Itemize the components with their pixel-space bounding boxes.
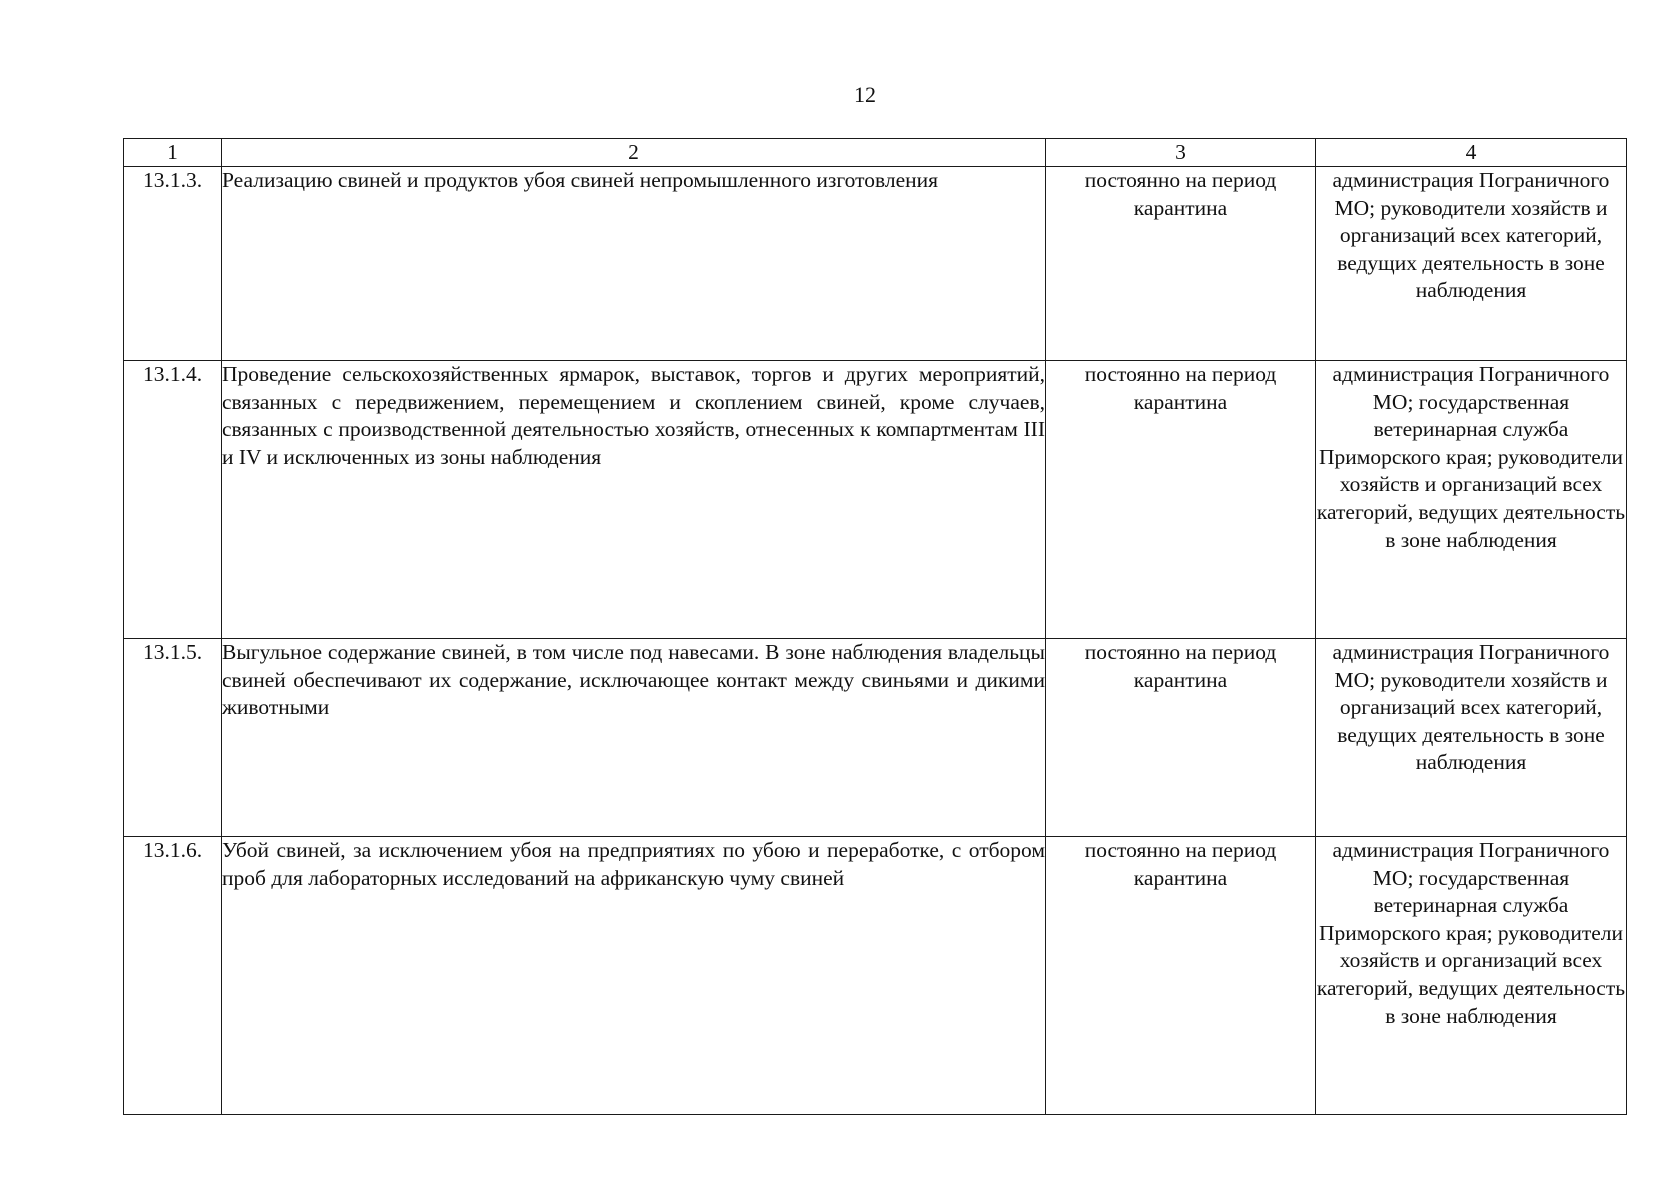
column-number-1: 1 <box>124 139 222 167</box>
table-row <box>124 361 1627 639</box>
measures-table <box>123 138 1627 1115</box>
measure-text: Проведение сельскохозяйственных ярмарок, выставок, торгов и других мероприятий, связанных с передвижением, перемещением и скоплением свиней, кроме случаев, связанных с производственной деятельностью хозяйств, отнесенных к компартментам III и IV и исключенных из зоны наблюдения <box>222 361 1046 639</box>
period-text: постоянно на период карантина <box>1046 167 1316 361</box>
item-number: 13.1.5. <box>124 639 222 837</box>
table-header-row <box>124 139 1627 167</box>
item-number: 13.1.6. <box>124 837 222 1115</box>
table-row <box>124 639 1627 837</box>
period-text: постоянно на период карантина <box>1046 361 1316 639</box>
responsible-text: администрация Пограничного МО; руководители хозяйств и организаций всех категорий, ведущих деятельность в зоне наблюдения <box>1316 639 1627 837</box>
measure-text: Выгульное содержание свиней, в том числе под навесами. В зоне наблюдения владельцы свиней обеспечивают их содержание, исключающее контакт между свиньями и дикими животными <box>222 639 1046 837</box>
measure-text: Реализацию свиней и продуктов убоя свиней непромышленного изготовления <box>222 167 1046 361</box>
item-number: 13.1.4. <box>124 361 222 639</box>
column-number-3: 3 <box>1046 139 1316 167</box>
table-row <box>124 837 1627 1115</box>
period-text: постоянно на период карантина <box>1046 639 1316 837</box>
column-number-4: 4 <box>1316 139 1627 167</box>
table-row <box>124 167 1627 361</box>
responsible-text: администрация Пограничного МО; государственная ветеринарная служба Приморского края; руководители хозяйств и организаций всех категорий, ведущих деятельность в зоне наблюдения <box>1316 837 1627 1115</box>
responsible-text: администрация Пограничного МО; руководители хозяйств и организаций всех категорий, ведущих деятельность в зоне наблюдения <box>1316 167 1627 361</box>
column-number-2: 2 <box>222 139 1046 167</box>
period-text: постоянно на период карантина <box>1046 837 1316 1115</box>
measure-text: Убой свиней, за исключением убоя на предприятиях по убою и переработке, с отбором проб для лабораторных исследований на африканскую чуму свиней <box>222 837 1046 1115</box>
responsible-text: администрация Пограничного МО; государственная ветеринарная служба Приморского края; руководители хозяйств и организаций всех категорий, ведущих деятельность в зоне наблюдения <box>1316 361 1627 639</box>
page-number: 12 <box>854 82 876 107</box>
item-number: 13.1.3. <box>124 167 222 361</box>
